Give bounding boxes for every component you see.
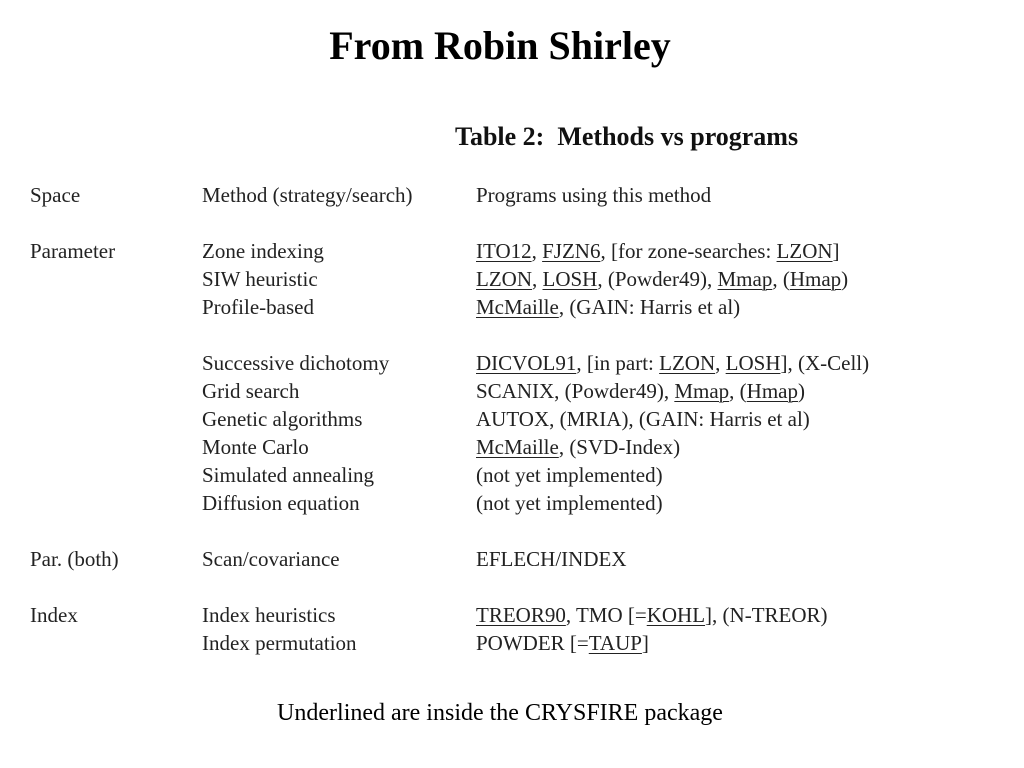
program-text: , (Powder49), — [597, 267, 718, 291]
programs-cell — [476, 629, 649, 657]
table-row — [30, 405, 990, 433]
table-header-row — [30, 181, 990, 209]
programs-cell — [476, 433, 680, 461]
method-cell: Simulated annealing — [202, 463, 375, 487]
programs-cell — [476, 237, 840, 265]
table-row — [30, 461, 990, 489]
row-spacer — [30, 517, 990, 545]
header-space: Space — [30, 183, 81, 207]
program-text: , — [532, 267, 543, 291]
table-caption: Table 2: Methods vs programs — [455, 122, 799, 151]
table-row — [30, 377, 990, 405]
program-text: , [for zone-searches: — [600, 239, 777, 263]
method-cell: Zone indexing — [202, 239, 324, 263]
row-spacer — [30, 573, 990, 601]
table-row — [30, 601, 990, 629]
program-text: ) — [841, 267, 849, 291]
slide-title: From Robin Shirley — [329, 23, 671, 68]
footnote: Underlined are inside the CRYSFIRE package — [277, 700, 723, 726]
space-cell: Parameter — [30, 239, 116, 263]
crysfire-program-name: Mmap — [674, 379, 730, 403]
method-cell: Index heuristics — [202, 603, 336, 627]
programs-cell — [476, 265, 848, 293]
program-text: , ( — [729, 379, 747, 403]
space-cell: Index — [30, 603, 78, 627]
program-text: ) — [797, 379, 805, 403]
table-row — [30, 433, 990, 461]
row-spacer — [30, 321, 990, 349]
program-text: , — [715, 351, 726, 375]
crysfire-program-name: LOSH — [542, 267, 598, 291]
program-text: EFLECH/INDEX — [476, 547, 627, 571]
methods-table — [30, 181, 990, 657]
program-text: SCANIX, (Powder49), — [476, 379, 675, 403]
method-cell: Profile-based — [202, 295, 314, 319]
programs-cell — [476, 405, 810, 433]
program-text: , — [531, 239, 543, 263]
program-text: POWDER [= — [476, 631, 589, 655]
table-row — [30, 265, 990, 293]
method-cell: Index permutation — [202, 631, 357, 655]
crysfire-program-name: TAUP — [588, 631, 642, 655]
programs-cell — [476, 461, 663, 489]
method-cell: SIW heuristic — [202, 267, 318, 291]
program-text: ], (X-Cell) — [780, 351, 870, 375]
program-text: , [in part: — [576, 351, 660, 375]
method-cell: Successive dichotomy — [202, 351, 390, 375]
programs-cell — [476, 293, 740, 321]
program-text: , ( — [772, 267, 790, 291]
crysfire-program-name: LZON — [776, 239, 833, 263]
row-spacer — [30, 209, 990, 237]
table-row — [30, 349, 990, 377]
program-text: , TMO [= — [565, 603, 647, 627]
crysfire-program-name: Hmap — [746, 379, 798, 403]
method-cell: Genetic algorithms — [202, 407, 363, 431]
method-cell: Monte Carlo — [202, 435, 309, 459]
crysfire-program-name: McMaille — [476, 435, 559, 459]
table-row — [30, 629, 990, 657]
program-text: ], (N-TREOR) — [705, 603, 828, 627]
crysfire-program-name: FJZN6 — [542, 239, 601, 263]
table-row — [30, 489, 990, 517]
crysfire-program-name: Hmap — [789, 267, 842, 291]
method-cell: Grid search — [202, 379, 300, 403]
programs-cell — [476, 601, 828, 629]
table-row — [30, 293, 990, 321]
crysfire-program-name: LOSH — [725, 351, 781, 375]
header-method: Method (strategy/search) — [202, 183, 413, 207]
crysfire-program-name: TREOR90 — [476, 603, 566, 627]
program-text: ] — [832, 239, 840, 263]
program-text: ] — [641, 631, 649, 655]
crysfire-program-name: KOHL — [646, 603, 706, 627]
space-cell: Par. (both) — [30, 547, 119, 571]
crysfire-program-name: LZON — [476, 267, 532, 291]
crysfire-program-name: DICVOL91 — [476, 351, 577, 375]
table-row — [30, 545, 990, 573]
table-body — [30, 237, 990, 657]
crysfire-program-name: ITO12 — [476, 239, 532, 263]
method-cell: Diffusion equation — [202, 491, 360, 515]
programs-cell — [476, 489, 663, 517]
method-cell: Scan/covariance — [202, 547, 340, 571]
program-text: (not yet implemented) — [476, 463, 663, 487]
programs-cell — [476, 545, 627, 573]
program-text: (not yet implemented) — [476, 491, 663, 515]
program-text: , (GAIN: Harris et al) — [558, 295, 741, 319]
program-text: , (SVD-Index) — [558, 435, 681, 459]
crysfire-program-name: McMaille — [476, 295, 559, 319]
programs-cell — [476, 349, 869, 377]
header-programs: Programs using this method — [476, 183, 712, 207]
program-text: AUTOX, (MRIA), (GAIN: Harris et al) — [476, 407, 810, 431]
programs-cell — [476, 377, 805, 405]
crysfire-program-name: LZON — [659, 351, 716, 375]
table-row — [30, 237, 990, 265]
crysfire-program-name: Mmap — [717, 267, 773, 291]
